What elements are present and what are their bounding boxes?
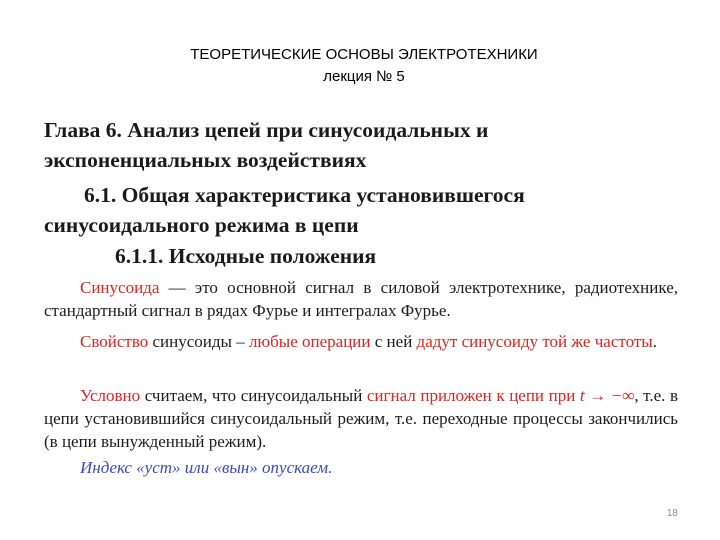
paragraph-assumption-text-2: , т.е. в цепи установившийся синусоидальный режим, т.е. переходные процессы закончились (в цепи вынужденный режим). [44,386,678,451]
index-note: Индекс «уст» или «вын» опускаем. [80,458,333,477]
paragraph-sinusoid-text: — это основной сигнал в силовой электротехнике, радиотехнике, стандартный сигнал в рядах Фурье и интегралах Фурье. [44,278,678,320]
term-property: Свойство [80,332,149,351]
paragraph-property-text-3: . [652,332,657,351]
subsection-heading: 6.1.1. Исходные положения [115,244,377,268]
chapter-heading-line1: Глава 6. Анализ цепей при синусоидальных и [44,118,489,142]
paragraph-sinusoid [44,276,678,322]
paragraph-property-text-2: с ней [370,332,417,351]
slide-header [0,44,720,88]
page-number: 18 [666,508,678,519]
paragraph-assumption-text-1: считаем, что синусоидальный [140,386,367,405]
math-t-to-minus-infinity: t → −∞ [579,386,635,405]
section-heading-line1: 6.1. Общая характеристика установившегося [84,183,525,207]
highlight-any-operations: любые операции [248,332,371,351]
section-heading-line2: синусоидального режима в цепи [44,213,359,237]
highlight-signal-applied: сигнал приложен к цепи при [366,386,576,405]
highlight-same-frequency: дадут синусоиду той же частоты [416,332,653,351]
chapter-heading [44,115,684,175]
highlight-conditionally: Условно [80,386,141,405]
chapter-heading-line2: экспоненциальных воздействиях [44,148,367,172]
paragraph-property-text-1: синусоиды – [148,332,249,351]
term-sinusoid: Синусоида [80,278,160,297]
paragraph-property [44,330,678,353]
section-heading [44,180,684,240]
lecture-number: лекция № 5 [323,68,405,85]
course-title: ТЕОРЕТИЧЕСКИЕ ОСНОВЫ ЭЛЕКТРОТЕХНИКИ [190,46,538,63]
paragraph-assumption [44,384,678,453]
